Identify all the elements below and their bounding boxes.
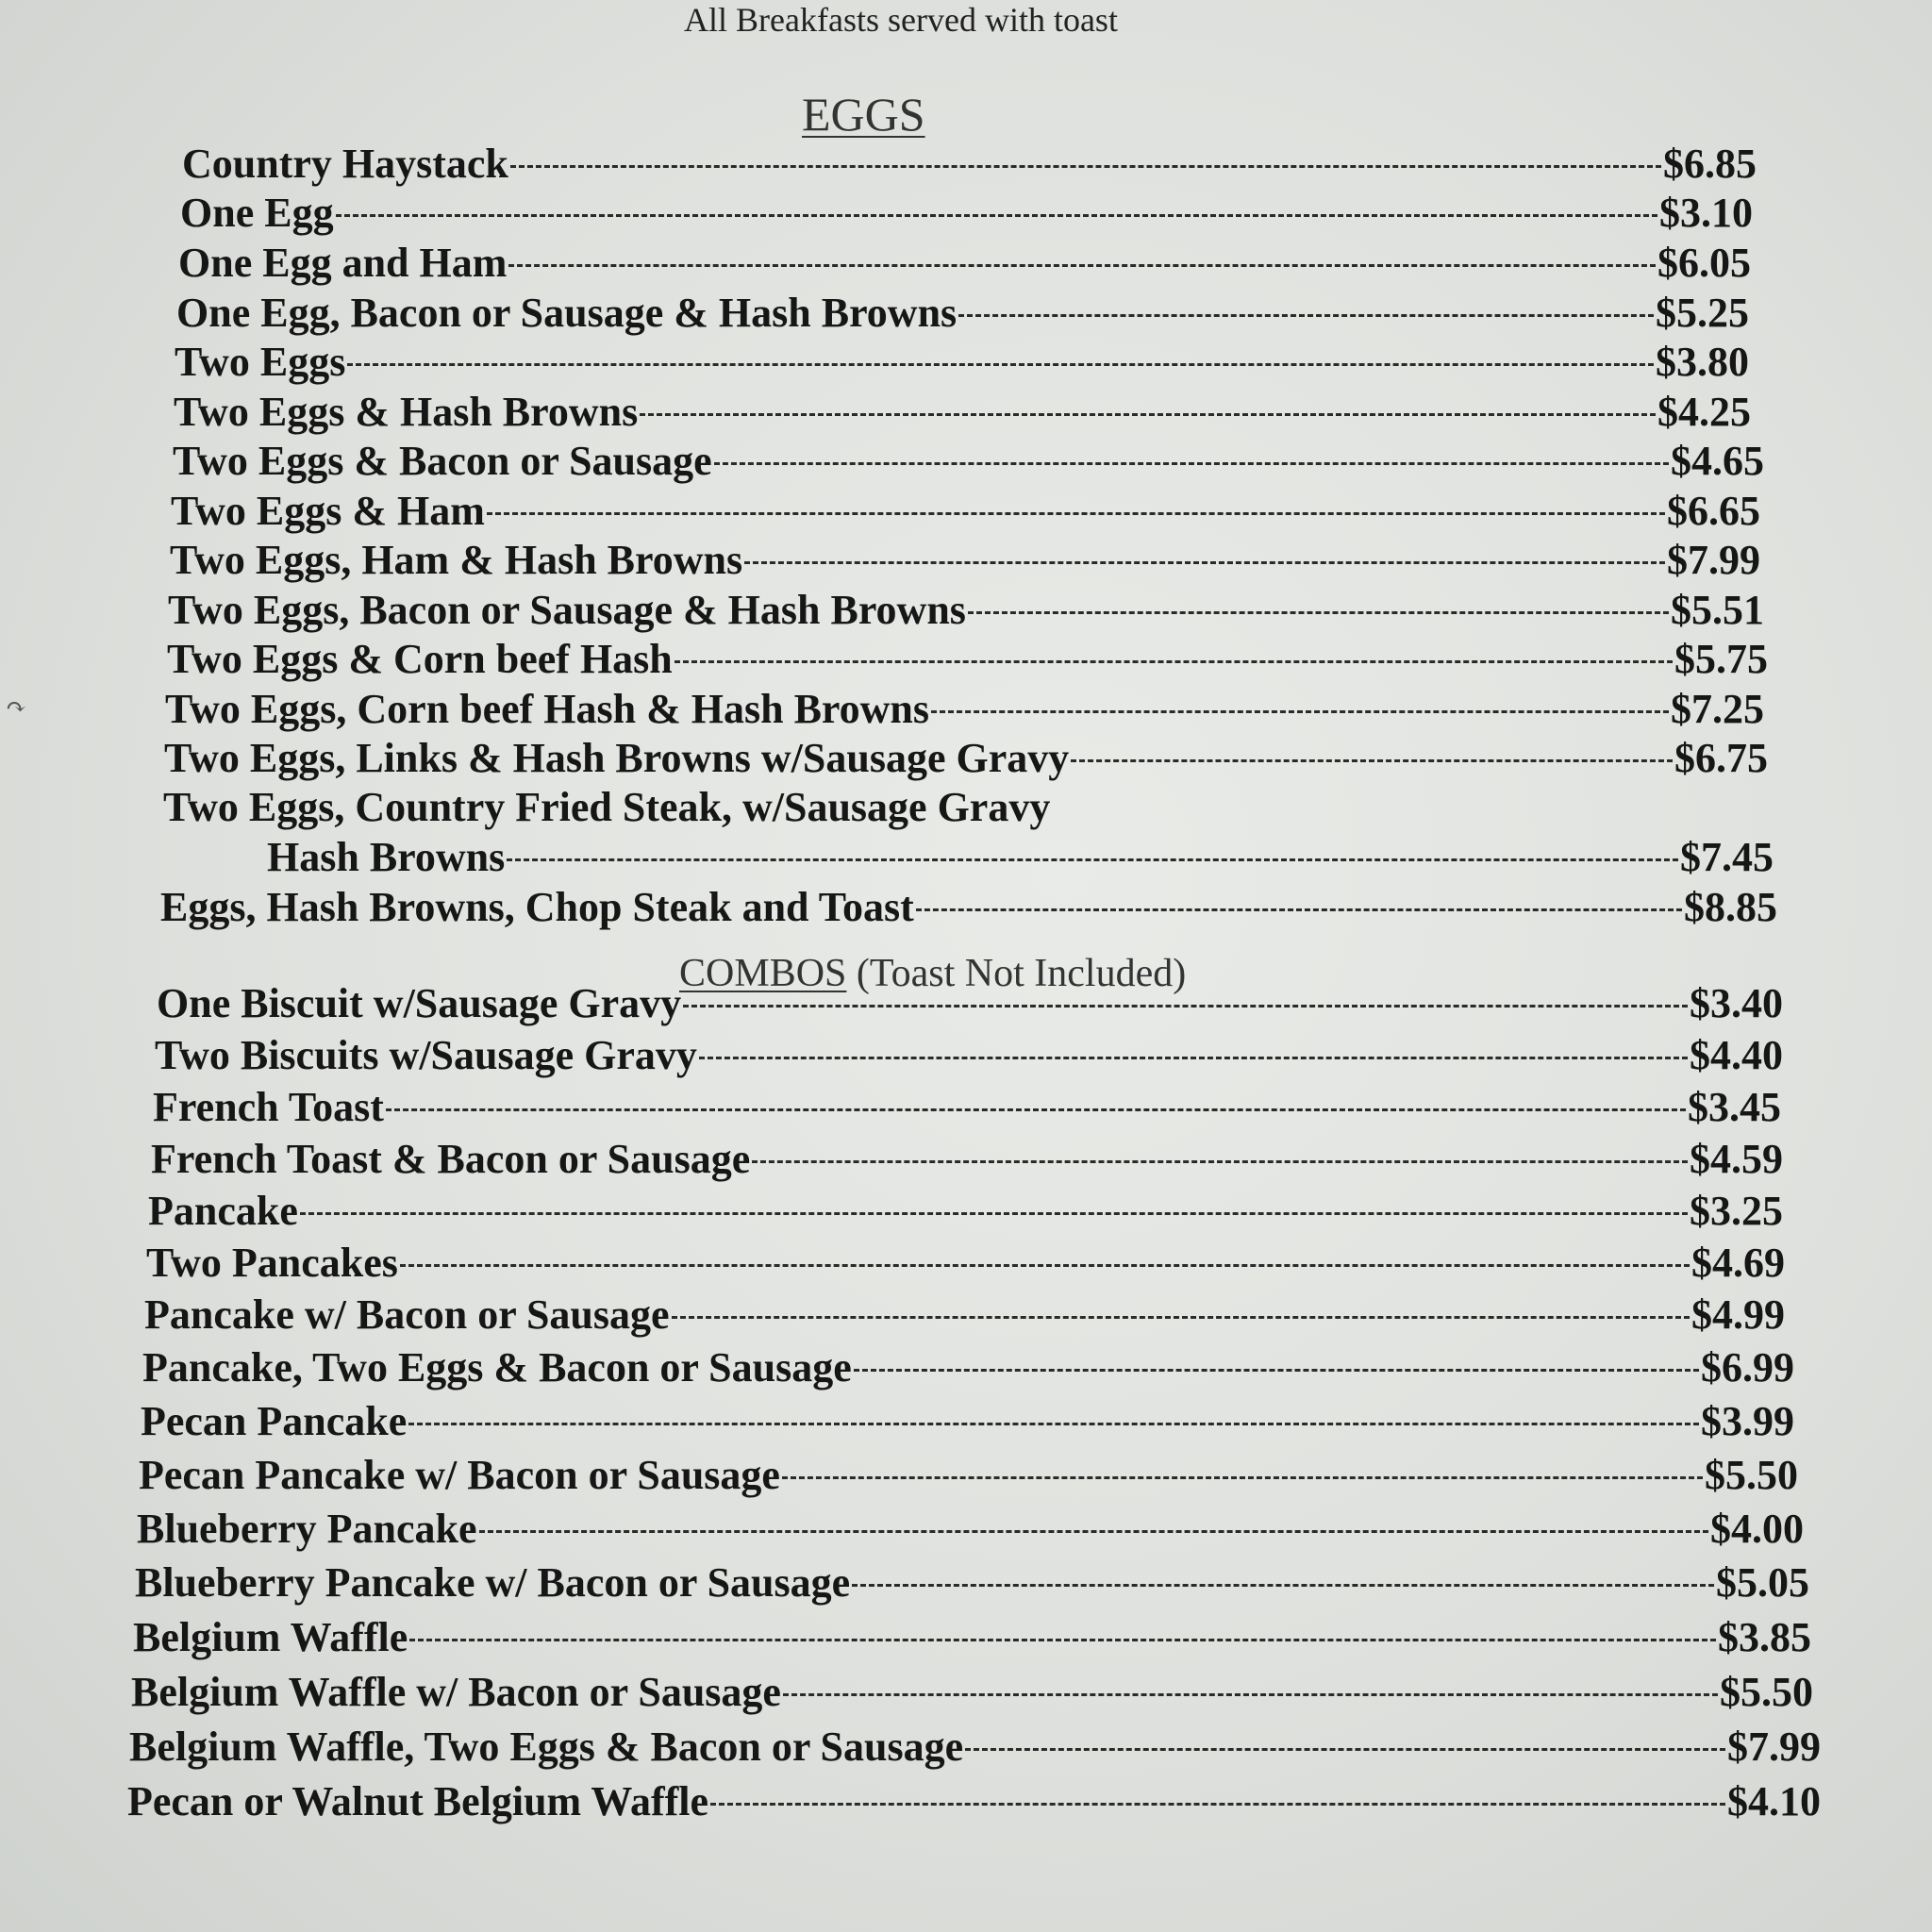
combo-item: [155, 1031, 1783, 1079]
menu-item: [170, 536, 1760, 584]
menu-item: [176, 289, 1749, 337]
item-name: Eggs, Hash Browns, Chop Steak and Toast: [160, 884, 914, 930]
leader-dashes: [336, 214, 1657, 217]
item-name: One Egg: [180, 190, 334, 236]
item-name: Country Haystack: [182, 141, 508, 187]
leader-dashes: [400, 1264, 1690, 1267]
item-price: $4.65: [1671, 438, 1764, 484]
leader-dashes: [916, 908, 1682, 911]
menu-item: [171, 487, 1760, 535]
leader-dashes: [931, 710, 1669, 713]
margin-mark-icon: ↷: [6, 693, 26, 721]
item-price: $3.10: [1659, 190, 1753, 236]
item-price: $7.25: [1671, 686, 1764, 732]
combos-title: COMBOS: [679, 952, 847, 995]
item-price: $5.25: [1656, 290, 1749, 336]
eggs-section-title: EGGS: [802, 88, 925, 141]
item-price: $8.85: [1684, 884, 1777, 930]
item-price: $4.40: [1690, 1032, 1783, 1078]
combo-item: [146, 1239, 1785, 1287]
item-name: Pancake w/ Bacon or Sausage: [144, 1291, 670, 1338]
leader-dashes: [783, 1693, 1718, 1696]
item-price: $6.75: [1674, 735, 1768, 781]
menu-item: [180, 189, 1753, 237]
item-name: Blueberry Pancake: [137, 1506, 477, 1552]
leader-dashes: [487, 512, 1665, 515]
leader-dashes: [672, 1316, 1690, 1319]
leader-dashes: [508, 264, 1656, 267]
item-name: Hash Browns: [267, 834, 506, 880]
combo-item: [139, 1451, 1798, 1499]
item-price: $4.69: [1691, 1240, 1785, 1286]
item-name: Two Pancakes: [146, 1240, 398, 1286]
item-name: Two Eggs, Bacon or Sausage & Hash Browns: [168, 587, 966, 633]
item-name: Belgium Waffle: [133, 1614, 408, 1660]
combo-item: [142, 1343, 1794, 1391]
item-price: $5.50: [1705, 1452, 1798, 1498]
menu-item: [174, 388, 1751, 436]
menu-item: [178, 239, 1751, 287]
item-name: One Egg, Bacon or Sausage & Hash Browns: [176, 290, 958, 336]
item-name: Pancake, Two Eggs & Bacon or Sausage: [142, 1344, 852, 1391]
item-price: $3.85: [1718, 1614, 1811, 1660]
item-price: $5.51: [1671, 587, 1764, 633]
item-name: French Toast: [153, 1084, 384, 1130]
leader-dashes: [510, 165, 1661, 168]
item-name: Pecan Pancake: [141, 1398, 408, 1444]
item-name: Pecan Pancake w/ Bacon or Sausage: [139, 1452, 780, 1498]
combos-section-title: [679, 951, 1186, 996]
item-price: $5.50: [1720, 1669, 1813, 1715]
item-price: $3.45: [1688, 1084, 1781, 1130]
leader-dashes: [409, 1639, 1716, 1641]
item-name: Blueberry Pancake w/ Bacon or Sausage: [135, 1559, 851, 1606]
leader-dashes: [968, 611, 1669, 614]
item-name: Two Eggs & Hash Browns: [174, 389, 639, 435]
leader-dashes: [507, 858, 1678, 861]
item-name: French Toast & Bacon or Sausage: [151, 1136, 751, 1182]
item-price: $7.99: [1727, 1724, 1821, 1770]
item-price: $4.00: [1710, 1506, 1804, 1552]
item-price: $3.40: [1690, 980, 1783, 1026]
combo-item: [131, 1668, 1813, 1716]
item-price: $3.25: [1690, 1188, 1783, 1234]
item-price: $7.99: [1667, 537, 1760, 583]
leader-dashes: [479, 1530, 1708, 1533]
menu-item: [175, 338, 1749, 386]
item-name: Belgium Waffle w/ Bacon or Sausage: [131, 1669, 781, 1715]
leader-dashes: [1071, 759, 1673, 762]
item-name: Two Eggs, Ham & Hash Browns: [170, 537, 743, 583]
leader-dashes: [958, 314, 1654, 317]
menu-item: [173, 437, 1764, 485]
menu-item: [182, 140, 1757, 188]
item-price: $3.80: [1656, 339, 1749, 385]
menu-item: [167, 635, 1768, 683]
menu-item: [165, 685, 1764, 733]
item-name: Two Eggs & Corn beef Hash: [167, 636, 673, 682]
leader-dashes: [347, 363, 1654, 366]
item-name: Two Eggs: [175, 339, 346, 385]
item-price: $3.99: [1701, 1398, 1794, 1444]
item-name: Pancake: [148, 1188, 298, 1234]
menu-item-steak-second-line: [267, 833, 1774, 881]
leader-dashes: [744, 561, 1665, 564]
item-price: $7.45: [1680, 834, 1774, 880]
item-name: Two Eggs, Links & Hash Browns w/Sausage Gravy: [164, 735, 1070, 781]
combo-item: [153, 1083, 1781, 1131]
menu-item-chop-steak: [160, 883, 1777, 931]
item-name: Two Eggs & Bacon or Sausage: [173, 438, 712, 484]
combo-item: [127, 1777, 1821, 1825]
leader-dashes: [710, 1803, 1725, 1806]
item-price: $6.05: [1657, 240, 1751, 286]
item-price: $4.25: [1657, 389, 1751, 435]
leader-dashes: [854, 1369, 1699, 1372]
combo-item: [133, 1613, 1811, 1661]
item-name: Two Eggs & Ham: [171, 488, 485, 534]
item-name: One Biscuit w/Sausage Gravy: [157, 980, 682, 1026]
leader-dashes: [300, 1212, 1688, 1215]
menu-item: [168, 586, 1764, 634]
item-price: $5.75: [1674, 636, 1768, 682]
item-name: Pecan or Walnut Belgium Waffle: [127, 1778, 709, 1824]
item-name: Two Biscuits w/Sausage Gravy: [155, 1032, 697, 1078]
item-price: $6.65: [1667, 488, 1760, 534]
leader-dashes: [782, 1476, 1703, 1479]
item-name: Belgium Waffle, Two Eggs & Bacon or Sausage: [129, 1724, 964, 1770]
leader-dashes: [675, 660, 1673, 663]
item-name: Two Eggs, Corn beef Hash & Hash Browns: [165, 686, 930, 732]
combo-item: [151, 1135, 1783, 1183]
leader-dashes: [408, 1423, 1699, 1425]
item-price: $6.85: [1663, 141, 1757, 187]
menu-subtitle: All Breakfasts served with toast: [684, 1, 1118, 39]
combo-item: [148, 1187, 1783, 1235]
menu-item-steak-first-line: Two Eggs, Country Fried Steak, w/Sausage Gravy: [163, 784, 1051, 830]
item-price: $6.99: [1701, 1344, 1794, 1391]
item-price: $5.05: [1716, 1559, 1809, 1606]
combo-item: [144, 1291, 1785, 1339]
leader-dashes: [683, 1005, 1688, 1008]
leader-dashes: [752, 1160, 1688, 1163]
combos-note: (Toast Not Included): [846, 952, 1187, 995]
combo-item: [129, 1723, 1821, 1771]
leader-dashes: [965, 1748, 1725, 1751]
item-price: $4.59: [1690, 1136, 1783, 1182]
item-name: One Egg and Ham: [178, 240, 508, 286]
leader-dashes: [699, 1057, 1688, 1059]
leader-dashes: [852, 1584, 1714, 1587]
combo-item: [137, 1505, 1804, 1553]
item-price: $4.99: [1691, 1291, 1785, 1338]
leader-dashes: [714, 462, 1669, 465]
item-price: $4.10: [1727, 1778, 1821, 1824]
leader-dashes: [386, 1108, 1686, 1111]
combo-item: [141, 1397, 1794, 1445]
menu-item: [164, 734, 1768, 782]
combo-item: [135, 1558, 1809, 1607]
leader-dashes: [640, 413, 1656, 416]
